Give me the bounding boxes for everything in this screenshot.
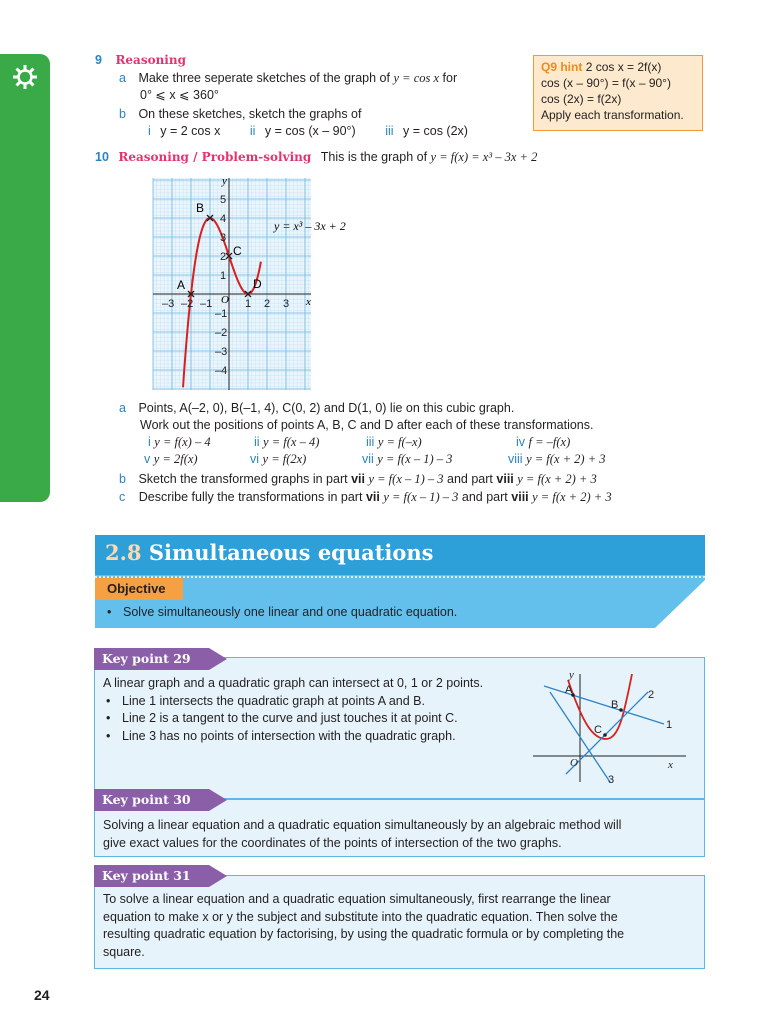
key-point-31-text [103,891,703,961]
point-label-b: B [196,201,205,215]
q10-b-vii: vii [351,472,365,486]
q10-vii-text: y = f(x – 1) – 3 [377,452,453,466]
diagram-c-label: C [594,724,602,736]
q10-b-eq1: y = f(x – 1) – 3 [368,472,444,486]
x-tick-label: 2 [264,298,271,310]
q10-c-label: c [119,490,126,504]
q10-b-label: b [119,472,126,486]
kp30-line1: Solving a linear equation and a quadratic equation simultaneously by an algebraic method will [103,818,622,832]
q10-v-label: v [144,452,151,466]
kp31-line1: To solve a linear equation and a quadratic equation simultaneously, first rearrange the linear [103,892,611,906]
q10-b-eq2: y = f(x + 2) + 3 [517,472,597,486]
q10-v-text: y = 2f(x) [153,452,198,466]
x-tick-label: 3 [283,298,290,310]
diagram-point-b [619,708,623,712]
q10-number: 10 [95,150,109,164]
diagram-origin-label: O [570,757,578,769]
q10-vi-label: vi [250,452,260,466]
q10-header [95,149,537,166]
q10-a-text1: Points, A(–2, 0), B(–1, 4), C(0, 2) and D(1, 0) lie on this cubic graph. [138,401,515,415]
hint-line1: 2 cos x = 2f(x) [585,60,662,74]
x-tick-label: –1 [200,298,213,310]
y-tick-label: –4 [215,365,228,377]
y-axis-label: y [222,175,227,187]
q10-b-text: Sketch the transformed graphs in part [138,472,348,486]
hint-line2: cos (x – 90°) = f(x – 90°) [541,76,671,90]
objective-item [104,604,457,621]
y-tick-label: 4 [220,213,227,225]
section-number: 2.8 [105,540,142,565]
diagram-line1-label: 1 [666,719,673,731]
x-axis-label: x [306,296,311,308]
y-tick-label: –1 [215,308,228,320]
kp29-bullet-1-text: • Line 1 intersects the quadratic graph at points A and B. [103,694,425,708]
intersection-diagram [528,664,698,788]
q10-heading: Reasoning / Problem-solving [118,150,312,164]
q9-a-eq: y = cos x [393,71,440,85]
diagram-line3-label: 3 [608,774,615,786]
q9-b-label: b [119,107,126,121]
q10-c-viii: viii [511,490,529,504]
q9-hint-box [533,55,703,131]
y-tick-label: 1 [220,270,227,282]
kp29-bullet-2 [103,710,533,728]
objective-label: Objective [95,578,183,600]
chapter-side-tab [0,54,50,502]
point-label-c: C [233,244,242,258]
q10-intro: This is the graph of [320,150,428,164]
q10-iv-text: f = –f(x) [528,435,571,449]
x-tick-label: –3 [162,298,175,310]
section-title [105,540,434,565]
q10-iii-text: y = f(–x) [377,435,422,449]
q9-a-label: a [119,71,126,85]
diagram-line-2 [566,692,648,774]
key-point-30-label: Key point 30 [102,792,191,807]
q10-c-eq1: y = f(x – 1) – 3 [383,490,459,504]
kp29-line1: A linear graph and a quadratic graph can intersect at 0, 1 or 2 points. [103,676,484,690]
section-title-text: Simultaneous equations [148,540,434,565]
cubic-graph [140,172,390,394]
q10-c-vii: vii [365,490,380,504]
y-tick-label: 5 [220,194,227,206]
gear-icon [12,64,38,90]
hint-title: Q9 hint [541,60,583,74]
kp31-line2: equation to make x or y the subject and substitute into the quadratic equation. Then solve the [103,909,618,924]
y-tick-label: –3 [215,346,228,358]
q9-heading: Reasoning [115,53,186,67]
q10-intro-eq: y = f(x) = x³ – 3x + 2 [430,150,538,164]
q10-a-text2: Work out the positions of points A, B, C and D after each of these transformations. [140,418,594,432]
y-tick-label: 2 [220,251,227,263]
q10-c-eq2: y = f(x + 2) + 3 [532,490,612,504]
kp29-bullet-1 [103,693,533,711]
q9-number: 9 [95,53,102,67]
q9-ii-text: y = cos (x – 90°) [264,124,356,138]
q10-ii-text: y = f(x – 4) [263,435,320,449]
q9-part-b [119,106,361,123]
key-point-31-label: Key point 31 [102,868,191,883]
key-point-29-text [103,675,533,745]
q9-ii-label: ii [249,124,256,138]
kp31-line4: square. [103,944,145,959]
hint-line3: cos (2x) = f(2x) [541,92,622,106]
q9-a-text: Make three seperate sketches of the graph of [138,71,390,85]
origin-label: O [221,294,229,306]
q10-b-viii: viii [496,472,514,486]
y-tick-label: –2 [215,327,228,339]
q9-a-for: for [442,71,458,85]
q10-iii-label: iii [366,435,375,449]
kp29-bullet-3 [103,728,533,746]
diagram-y-label: y [569,669,574,681]
diagram-b-label: B [611,699,619,711]
q10-part-b [119,471,597,488]
x-tick-label: –2 [181,298,194,310]
q10-i-text: y = f(x) – 4 [154,435,211,449]
q10-vii-label: vii [362,452,374,466]
curve-equation-label: y = x³ – 3x + 2 [274,219,346,233]
y-tick-label: 3 [220,232,227,244]
q10-i-label: i [148,435,151,449]
diagram-point-c [603,733,607,737]
q9-b-text: On these sketches, sketch the graphs of [138,107,362,121]
diagram-line2-label: 2 [648,689,655,701]
kp30-line2: give exact values for the coordinates of the points of intersection of the two graphs. [103,835,562,850]
q10-b-and: and part [447,472,493,486]
q10-ii-label: ii [254,435,260,449]
q9-iii-text: y = cos (2x) [403,124,468,138]
page-number: 24 [34,987,50,1003]
kp31-line3: resulting quadratic equation by factorising, by using the quadratic formula or by completing the [103,927,625,941]
key-point-29-label: Key point 29 [102,651,191,666]
q10-part-a [119,400,514,417]
q9-part-a [119,70,457,87]
q10-c-text: Describe fully the transformations in part [138,490,363,504]
point-label-a: A [177,278,186,292]
q9-i-label: i [148,124,151,138]
q10-c-and: and part [461,490,508,504]
diagram-line-1 [544,686,664,724]
point-label-d: D [253,277,262,291]
key-point-30-text [103,817,703,852]
kp29-bullet-3-text: • Line 3 has no points of intersection with the quadratic graph. [103,729,456,743]
x-tick-label: 1 [245,298,252,310]
diagram-x-label: x [668,759,673,771]
q9-i-text: y = 2 cos x [160,124,221,138]
diagram-a-label: A [565,684,573,696]
kp29-bullet-2-text: • Line 2 is a tangent to the curve and just touches it at point C. [103,711,458,725]
q9-b-subparts [148,123,468,140]
q9-iii-label: iii [385,124,394,138]
q10-viii-text: y = f(x + 2) + 3 [526,452,606,466]
hint-line4: Apply each transformation. [541,108,684,122]
q10-iv-label: iv [516,435,526,449]
q9-header [95,52,186,69]
q9-a-range: 0° ⩽ x ⩽ 360° [140,88,219,102]
q10-part-c [119,489,612,506]
q10-vi-text: y = f(2x) [262,452,307,466]
q10-a-label: a [119,401,126,415]
objective-text: • Solve simultaneously one linear and one quadratic equation. [104,605,457,619]
q10-viii-label: viii [508,452,523,466]
